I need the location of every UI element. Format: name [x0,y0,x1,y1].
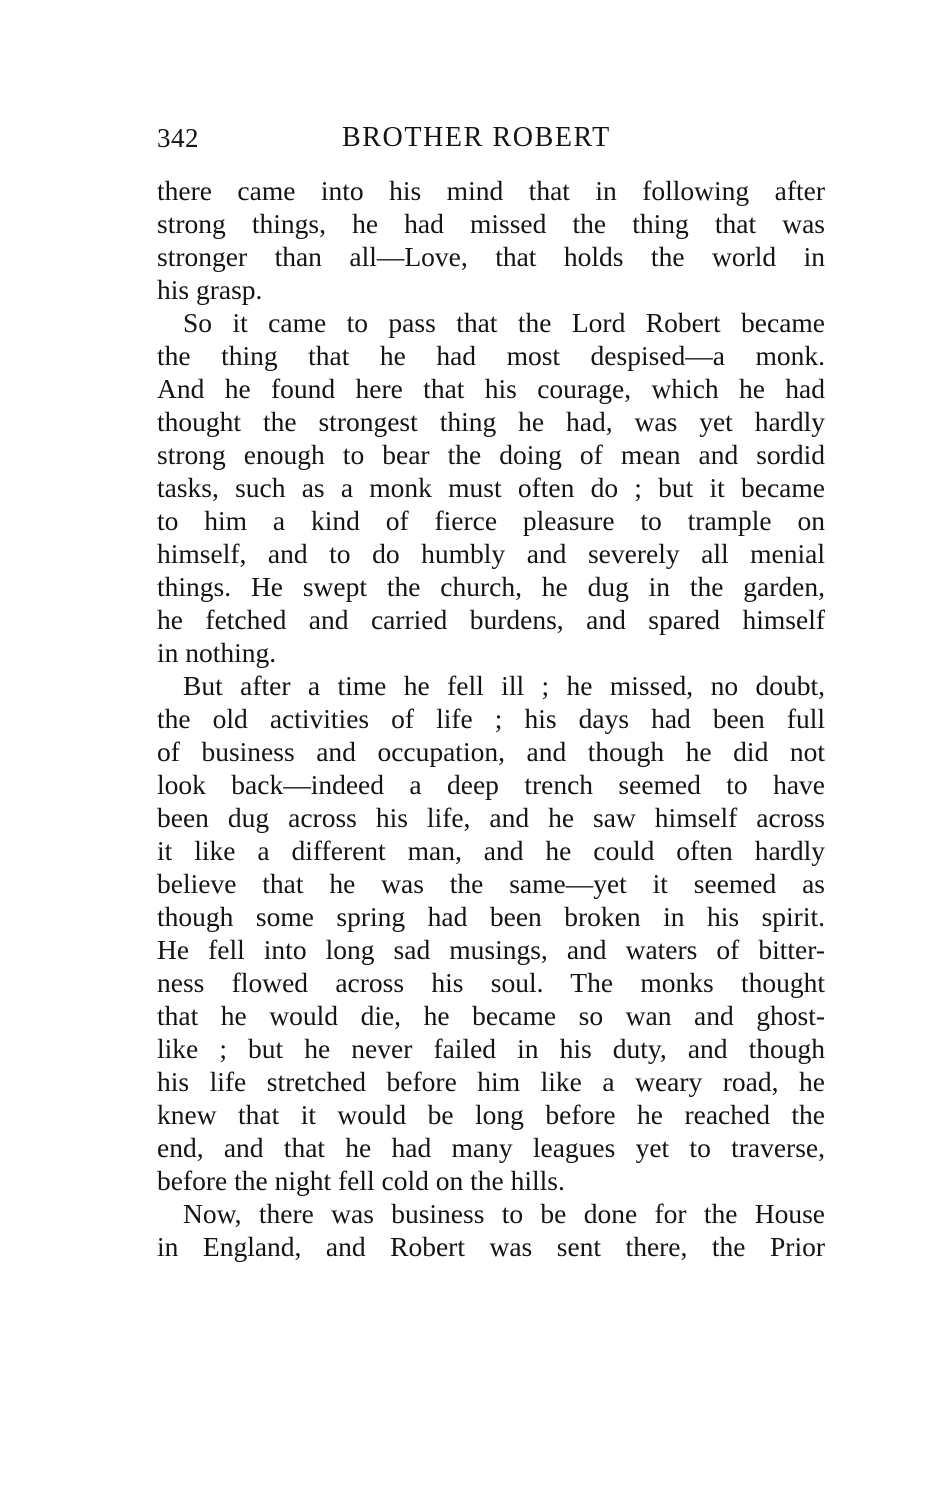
paragraph [157,306,825,669]
paragraph [157,174,825,306]
text-line: But after a time he fell ill ; he missed, no doubt, [183,670,825,701]
text-line: like ; but he never failed in his duty, and though [157,1033,825,1064]
text-line: been dug across his life, and he saw himself across [157,802,825,833]
text-line: So it came to pass that the Lord Robert became [183,307,825,338]
text-line: there came into his mind that in following after [157,175,825,206]
text-line: the thing that he had most despised—a monk. [157,340,825,371]
text-line: stronger than all—Love, that holds the world in [157,241,825,272]
text-line: his life stretched before him like a weary road, he [157,1066,825,1097]
text-line: though some spring had been broken in his spirit. [157,901,825,932]
running-head [157,118,825,158]
text-line: to him a kind of fierce pleasure to trample on [157,505,825,536]
text-line: himself, and to do humbly and severely all menial [157,538,825,569]
page-number: 342 [157,123,199,153]
text-line: And he found here that his courage, which he had [157,373,825,404]
text-line: knew that it would be long before he reached the [157,1099,825,1130]
text-line: things. He swept the church, he dug in the garden, [157,571,825,602]
text-line: the old activities of life ; his days had been full [157,703,825,734]
text-line: before the night fell cold on the hills. [157,1165,565,1196]
text-line: thought the strongest thing he had, was yet hardly [157,406,825,437]
text-line: strong enough to bear the doing of mean and sordid [157,439,825,470]
text-line: it like a different man, and he could often hardly [157,835,825,866]
text-line: Now, there was business to be done for the House [183,1198,825,1229]
running-title: BROTHER ROBERT [342,122,611,153]
text-line: he fetched and carried burdens, and spared himself [157,604,825,635]
body-text [157,174,825,1263]
paragraph [157,1197,825,1263]
text-line: in nothing. [157,637,277,668]
text-line: his grasp. [157,274,263,305]
text-line: that he would die, he became so wan and ghost- [157,1000,825,1031]
text-line: ness flowed across his soul. The monks thought [157,967,825,998]
paragraph [157,669,825,1197]
text-line: believe that he was the same—yet it seemed as [157,868,825,899]
text-line: He fell into long sad musings, and waters of bitter- [157,934,825,965]
text-line: strong things, he had missed the thing that was [157,208,825,239]
text-line: tasks, such as a monk must often do ; but it became [157,472,825,503]
text-line: of business and occupation, and though he did not [157,736,825,767]
text-line: end, and that he had many leagues yet to traverse, [157,1132,825,1163]
text-line: look back—indeed a deep trench seemed to have [157,769,825,800]
text-line: in England, and Robert was sent there, the Prior [157,1231,825,1262]
